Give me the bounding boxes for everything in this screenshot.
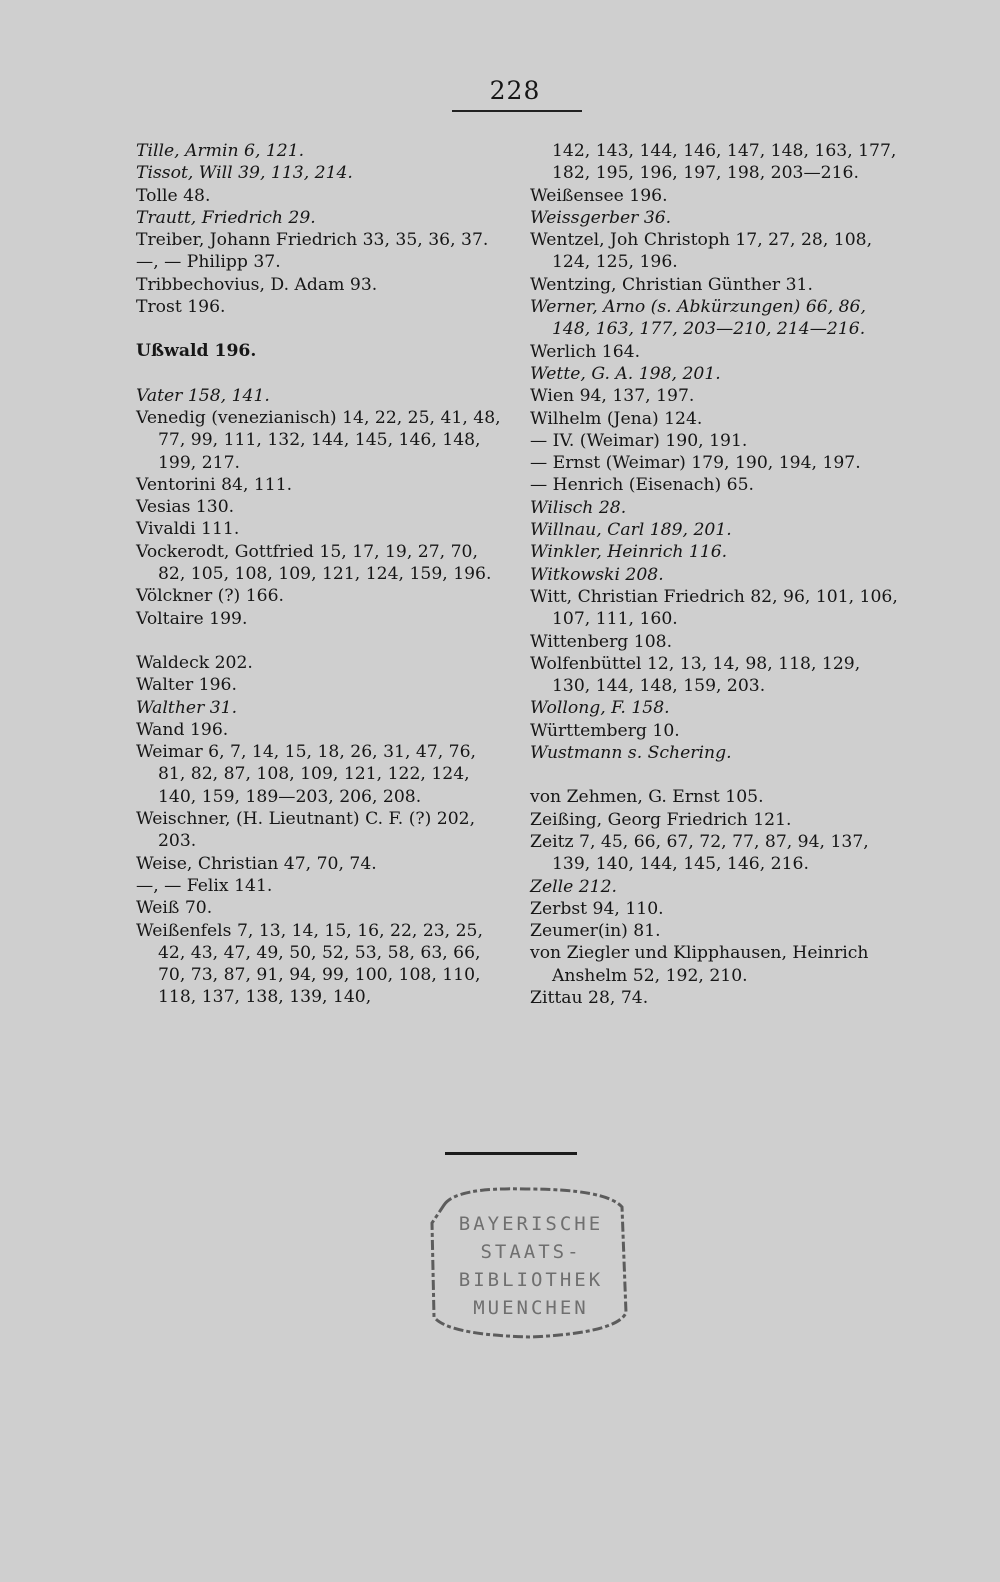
index-entry: Ußwald 196. <box>136 341 257 362</box>
index-entry: von Ziegler und Klipphausen, Heinrich Anshelm 52, 192, 210. <box>530 943 869 986</box>
index-column-left <box>136 140 508 1009</box>
index-entry: Weischner, (H. Lieutnant) C. F. (?) 202, 203. <box>136 809 476 852</box>
section-gap <box>530 764 902 786</box>
index-entry: Trautt, Friedrich 29. <box>136 207 316 228</box>
index-entry: Walter 196. <box>136 675 237 696</box>
index-entry: Vesias 130. <box>136 497 235 518</box>
library-stamp <box>426 1183 636 1343</box>
index-entry: Witt, Christian Friedrich 82, 96, 101, 106, 107, 111, 160. <box>530 586 898 630</box>
index-entry: Trost 196. <box>136 297 226 318</box>
stamp-line-1: BAYERISCHE <box>458 1213 604 1235</box>
index-entry: Zeitz 7, 45, 66, 67, 72, 77, 87, 94, 137, 139, 140, 144, 145, 146, 216. <box>530 831 869 875</box>
index-entry: Weimar 6, 7, 14, 15, 18, 26, 31, 47, 76, 81, 82, 87, 108, 109, 121, 122, 124, 140, 159, 189—203, 206, 208. <box>136 742 476 807</box>
stamp-line-3: BIBLIOTHEK <box>458 1269 604 1291</box>
index-entry: Wien 94, 137, 197. <box>530 386 695 407</box>
index-entry: Willnau, Carl 189, 201. <box>530 520 732 541</box>
index-entry: Tissot, Will 39, 113, 214. <box>136 163 353 184</box>
index-entry: — Henrich (Eisenach) 65. <box>530 475 755 496</box>
index-entry: Wand 196. <box>136 719 229 740</box>
index-entry: Tille, Armin 6, 121. <box>136 141 305 161</box>
index-entry: Wolfenbüttel 12, 13, 14, 98, 118, 129, 130, 144, 148, 159, 203. <box>530 653 861 697</box>
index-entry: Zeumer(in) 81. <box>530 921 661 942</box>
index-entry: Werner, Arno (s. Abkürzungen) 66, 86, 148, 163, 177, 203—210, 214—216. <box>530 297 866 340</box>
index-entry: Zeißing, Georg Friedrich 121. <box>530 809 792 830</box>
index-entry: Vater 158, 141. <box>136 385 270 406</box>
index-column-right <box>530 140 902 1009</box>
index-entry: Wilisch 28. <box>530 497 627 518</box>
index-entry: Weißenfels 7, 13, 14, 15, 16, 22, 23, 25, 42, 43, 47, 49, 50, 52, 53, 58, 63, 66, 70, 73, 87, 91, 94, 99, 100, 108, 110, 118, 137, 138, 139, 140, <box>136 920 483 1008</box>
index-entry: Wentzing, Christian Günther 31. <box>530 274 813 295</box>
index-entry: Wittenberg 108. <box>530 631 673 652</box>
index-entry: — Ernst (Weimar) 179, 190, 194, 197. <box>530 453 861 474</box>
index-entry: Zittau 28, 74. <box>530 987 649 1008</box>
index-entry: Zerbst 94, 110. <box>530 898 664 919</box>
index-entry: Württemberg 10. <box>530 720 680 741</box>
index-entry: Waldeck 202. <box>136 652 253 673</box>
index-entry: Vivaldi 111. <box>136 519 240 540</box>
section-gap <box>136 630 508 652</box>
index-entry: Weise, Christian 47, 70, 74. <box>136 853 377 874</box>
stamp-border-icon <box>426 1183 636 1343</box>
page-number: 228 <box>489 76 541 105</box>
index-entry: Weissgerber 36. <box>530 207 672 228</box>
index-entry: Tribbechovius, D. Adam 93. <box>136 274 378 295</box>
index-entry: Völckner (?) 166. <box>136 586 284 607</box>
index-entry: Wustmann s. Schering. <box>530 743 732 764</box>
index-entry: Werlich 164. <box>530 341 641 362</box>
index-entry: Wilhelm (Jena) 124. <box>530 408 703 429</box>
stamp-line-4: MUENCHEN <box>473 1297 589 1319</box>
index-entry: Walther 31. <box>136 697 238 718</box>
index-entry: Voltaire 199. <box>136 608 248 629</box>
index-entry: Tolle 48. <box>136 185 211 206</box>
index-entry: Zelle 212. <box>530 876 618 897</box>
section-gap <box>136 363 508 385</box>
index-entry: —, — Felix 141. <box>136 875 273 896</box>
stamp-line-2: STAATS- <box>480 1241 582 1263</box>
end-rule <box>445 1152 577 1155</box>
index-entry: Winkler, Heinrich 116. <box>530 542 728 563</box>
header-rule <box>452 110 582 112</box>
index-entry: Ventorini 84, 111. <box>136 474 293 495</box>
index-entry: von Zehmen, G. Ernst 105. <box>530 787 764 808</box>
index-entry: Weiß 70. <box>136 898 213 919</box>
index-entry: 142, 143, 144, 146, 147, 148, 163, 177, 182, 195, 196, 197, 198, 203—216. <box>552 141 897 184</box>
index-entry: Wollong, F. 158. <box>530 698 670 719</box>
index-entry: Wette, G. A. 198, 201. <box>530 363 721 384</box>
index-entry: Wentzel, Joh Christoph 17, 27, 28, 108, 124, 125, 196. <box>530 230 873 273</box>
index-entry: — IV. (Weimar) 190, 191. <box>530 430 748 451</box>
index-entry: Weißensee 196. <box>530 185 668 206</box>
index-entry: —, — Philipp 37. <box>136 252 281 273</box>
index-entry: Treiber, Johann Friedrich 33, 35, 36, 37. <box>136 230 489 251</box>
index-entry: Venedig (venezianisch) 14, 22, 25, 41, 48, 77, 99, 111, 132, 144, 145, 146, 148, 199, 217. <box>136 407 501 473</box>
section-gap <box>136 318 508 340</box>
index-entry: Witkowski 208. <box>530 564 664 585</box>
index-entry: Vockerodt, Gottfried 15, 17, 19, 27, 70, 82, 105, 108, 109, 121, 124, 159, 196. <box>136 541 492 585</box>
